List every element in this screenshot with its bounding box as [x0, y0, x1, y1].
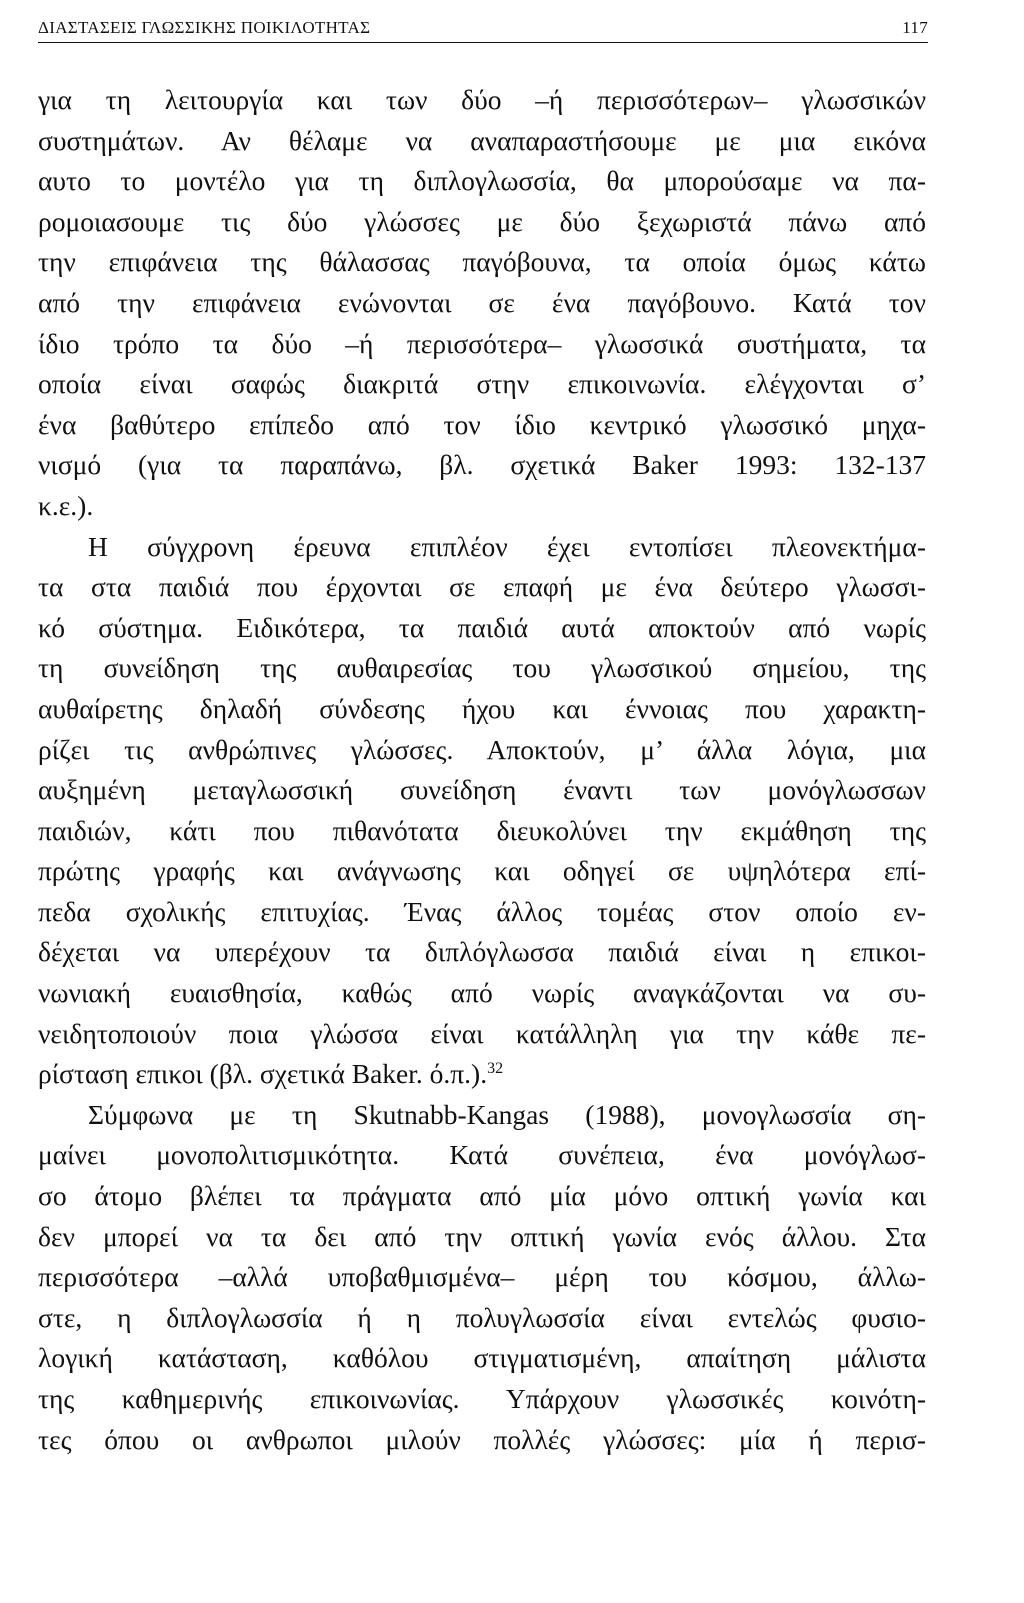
text-line: πεδα σχολικής επιτυχίας. Ένας άλλος τομέας στον οποίο εν-	[38, 895, 926, 927]
text-line: πρώτης γραφής και ανάγνωσης και οδηγεί σε υψηλότερα επί-	[38, 855, 926, 887]
text-line: Η σύγχρονη έρευνα επιπλέον έχει εντοπίσει πλεονεκτήμα-	[88, 530, 926, 562]
text-line: παιδιών, κάτι που πιθανότατα διευκολύνει την εκμάθηση της	[38, 814, 926, 846]
text-line: ρίσταση επικοι (βλ. σχετικά Baker. ό.π.).	[38, 1058, 488, 1090]
body-text	[38, 80, 926, 1460]
text-line: Σύμφωνα με τη Skutnabb-Kangas (1988), μονογλωσσία ση-	[88, 1098, 926, 1130]
footnote-marker: 32	[487, 1060, 504, 1078]
text-line: περισσότερα –αλλά υποβαθμισμένα– μέρη του κόσμου, άλλω-	[38, 1261, 926, 1293]
text-line: αυθαίρετης δηλαδή σύνδεσης ήχου και έννοιας που χαρακτη-	[38, 692, 926, 724]
running-title: ΔΙΑΣΤΑΣΕΙΣ ΓΛΩΣΣΙΚΗΣ ΠΟΙΚΙΛΟΤΗΤΑΣ	[38, 18, 371, 37]
text-line: δεν μπορεί να τα δει από την οπτική γωνία ενός άλλου. Στα	[38, 1220, 926, 1252]
text-line: τη συνείδηση της αυθαιρεσίας του γλωσσικού σημείου, της	[38, 652, 926, 684]
text-line: τα στα παιδιά που έρχονται σε επαφή με ένα δεύτερο γλωσσι-	[38, 571, 926, 603]
text-line-with-footnote	[38, 1054, 926, 1095]
text-line: την επιφάνεια της θάλασσας παγόβουνα, τα οποία όμως κάτω	[38, 246, 926, 278]
text-line: συστημάτων. Αν θέλαμε να αναπαραστήσουμε με μια εικόνα	[38, 124, 926, 156]
text-line: ρίζει τις ανθρώπινες γλώσσες. Αποκτούν, μ’ άλλα λόγια, μια	[38, 733, 926, 765]
page-number: 117	[902, 18, 928, 37]
paragraph-3	[38, 1095, 926, 1460]
text-line: της καθημερινής επικοινωνίας. Υπάρχουν γλωσσικές κοινότη-	[38, 1383, 926, 1414]
text-line: ρομοιασουμε τις δύο γλώσσες με δύο ξεχωριστά πάνω από	[38, 205, 926, 237]
text-line: τες όπου οι ανθρωποι μιλούν πολλές γλώσσες: μία ή περισ-	[38, 1423, 926, 1455]
text-line: οποία είναι σαφώς διακριτά στην επικοινωνία. ελέγχονται σ’	[38, 368, 926, 400]
text-line: κ.ε.).	[38, 489, 94, 521]
text-line: στε, η διπλογλωσσία ή η πολυγλωσσία είναι εντελώς φυσιο-	[38, 1301, 926, 1333]
text-line: κό σύστημα. Ειδικότερα, τα παιδιά αυτά αποκτούν από νωρίς	[38, 611, 926, 643]
paragraph-1	[38, 80, 926, 527]
text-line: νωνιακή ευαισθησία, καθώς από νωρίς αναγκάζονται να συ-	[38, 977, 926, 1009]
text-line: νισμό (για τα παραπάνω, βλ. σχετικά Baker 1993: 132-137	[38, 449, 926, 481]
text-line: αυξημένη μεταγλωσσική συνείδηση έναντι των μονόγλωσσων	[38, 774, 926, 806]
text-line: μαίνει μονοπολιτισμικότητα. Κατά συνέπεια, ένα μονόγλωσ-	[38, 1139, 926, 1171]
text-line: αυτο το μοντέλο για τη διπλογλωσσία, θα μπορούσαμε να πα-	[38, 165, 926, 197]
text-line: λογική κατάσταση, καθόλου στιγματισμένη, απαίτηση μάλιστα	[38, 1342, 926, 1374]
text-line: σο άτομο βλέπει τα πράγματα από μία μόνο οπτική γωνία και	[38, 1180, 926, 1212]
text-line: από την επιφάνεια ενώνονται σε ένα παγόβουνο. Κατά τον	[38, 286, 926, 318]
paragraph-2	[38, 527, 926, 1095]
text-line: δέχεται να υπερέχουν τα διπλόγλωσσα παιδιά είναι η επικοι-	[38, 936, 926, 968]
text-line: ίδιο τρόπο τα δύο –ή περισσότερα– γλωσσικά συστήματα, τα	[38, 327, 926, 359]
text-line: νειδητοποιούν ποια γλώσσα είναι κατάλληλη για την κάθε πε-	[38, 1017, 926, 1049]
text-line: ένα βαθύτερο επίπεδο από τον ίδιο κεντρικό γλωσσικό μηχα-	[38, 408, 926, 440]
running-header	[38, 18, 928, 43]
text-line: για τη λειτουργία και των δύο –ή περισσότερων– γλωσσικών	[38, 84, 926, 115]
